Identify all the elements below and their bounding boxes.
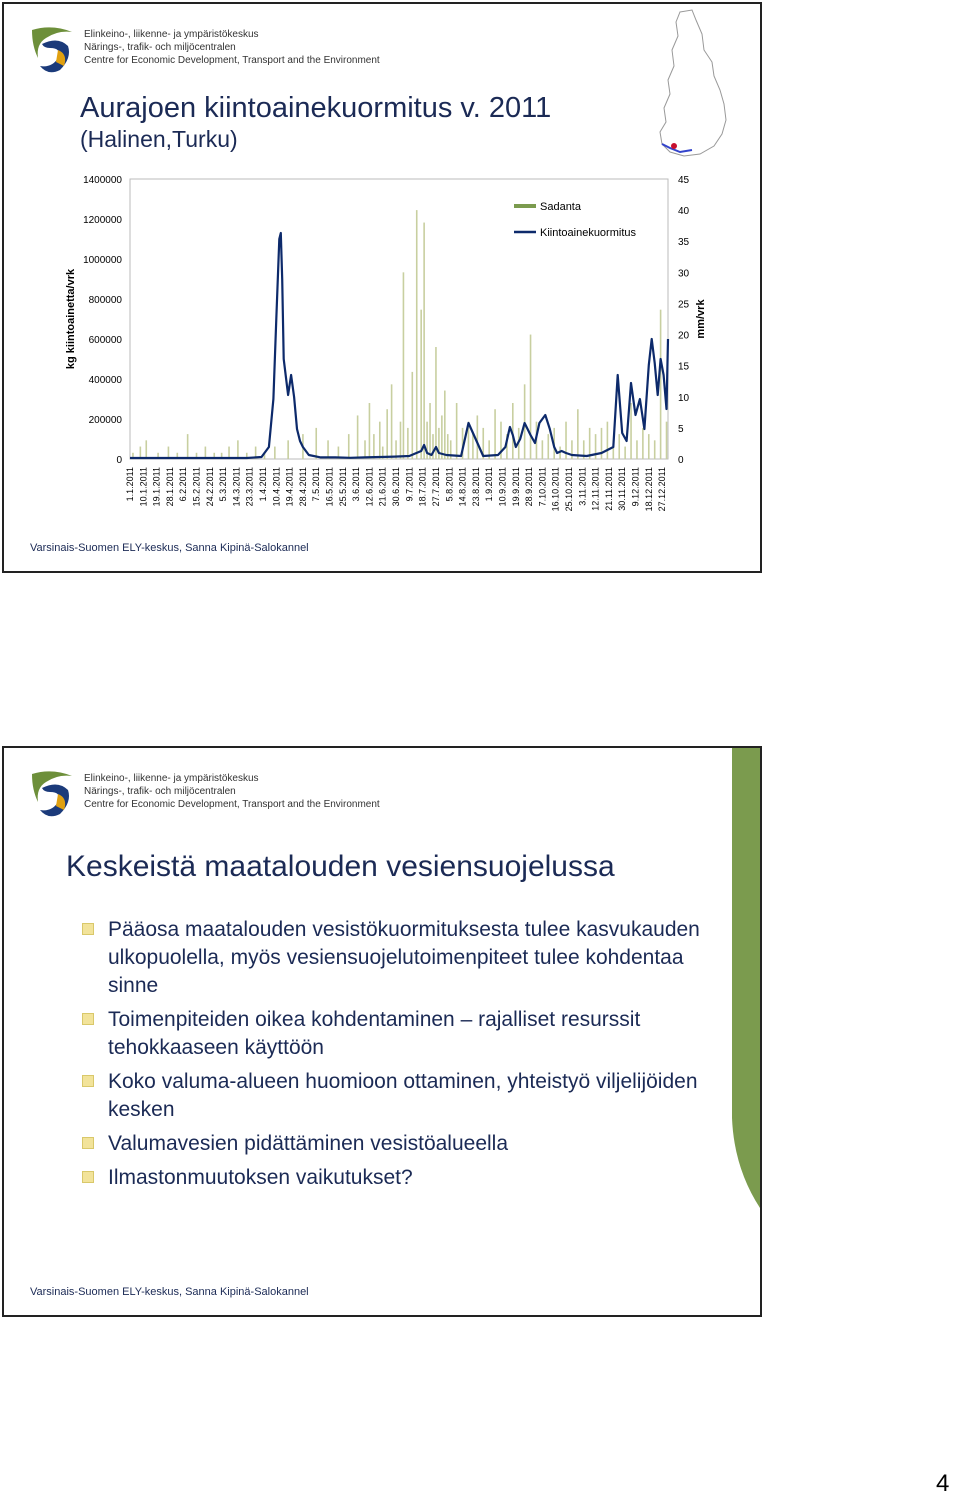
x-tick-label: 30.11.2011 (617, 467, 628, 511)
slide-subtitle: (Halinen,Turku) (80, 126, 238, 152)
x-tick-label: 15.2.2011 (191, 467, 202, 507)
org-line-1: Elinkeino-, liikenne- ja ympäristökeskus (84, 773, 259, 784)
precipitation-bar (373, 434, 375, 459)
precipitation-bar (636, 440, 638, 459)
precipitation-bar (444, 391, 446, 459)
x-tick-label: 18.7.2011 (417, 467, 428, 507)
slide-title: Keskeistä maatalouden vesiensuojelussa (66, 850, 615, 883)
precipitation-bar (630, 403, 632, 459)
x-tick-label: 19.4.2011 (284, 467, 295, 507)
slide-footer: Varsinais-Suomen ELY-keskus, Sanna Kipinä-Salokannel (30, 542, 309, 554)
precipitation-bar (391, 384, 393, 459)
y2-tick-label: 10 (678, 392, 690, 404)
y2-tick-label: 45 (678, 175, 690, 186)
x-tick-label: 6.2.2011 (178, 467, 189, 502)
precipitation-bar (472, 434, 474, 459)
y2-tick-label: 30 (678, 268, 690, 280)
x-tick-label: 16.5.2011 (324, 467, 335, 507)
x-tick-label: 18.12.2011 (643, 467, 654, 512)
precipitation-bar (648, 434, 650, 459)
y-tick-label: 1400000 (83, 175, 122, 186)
x-tick-label: 25.10.2011 (563, 467, 574, 512)
precipitation-bar (624, 447, 626, 459)
slide-1 (2, 2, 762, 573)
x-tick-label: 5.3.2011 (218, 467, 229, 502)
precipitation-bar (666, 422, 668, 459)
precipitation-bar (237, 440, 239, 459)
bullet-item (82, 916, 722, 1000)
precipitation-bar (403, 272, 405, 459)
x-tick-label: 7.10.2011 (537, 467, 548, 507)
sediment-load-chart (4, 4, 760, 571)
precipitation-bar (441, 415, 443, 459)
x-tick-label: 14.3.2011 (231, 467, 242, 507)
precipitation-bar (407, 428, 409, 459)
x-tick-label: 9.12.2011 (630, 467, 641, 507)
precipitation-bar (327, 440, 329, 459)
precipitation-bar (547, 434, 549, 459)
precipitation-bar (607, 422, 609, 459)
bullet-square-icon (82, 1137, 94, 1149)
y-tick-label: 0 (116, 455, 122, 466)
precipitation-bar (357, 415, 359, 459)
precipitation-bar (348, 434, 350, 459)
x-tick-label: 1.1.2011 (125, 467, 135, 502)
bullet-square-icon (82, 1171, 94, 1183)
precipitation-bar (379, 422, 381, 459)
y2-tick-label: 5 (678, 423, 684, 435)
organization-name (84, 772, 380, 811)
precipitation-bar (494, 409, 496, 459)
x-tick-label: 16.10.2011 (550, 467, 561, 512)
x-tick-label: 7.5.2011 (311, 467, 322, 502)
x-tick-label: 28.1.2011 (164, 467, 175, 507)
x-tick-label: 3.11.2011 (577, 467, 588, 506)
y-axis-label: kg kiintoainetta/vrk (65, 268, 77, 370)
bullet-text: Pääosa maatalouden vesistökuormituksesta tulee kasvukauden ulkopuolella, myös vesiensuojelutoimenpiteet tulee kohdentaa sinne (108, 918, 700, 997)
x-tick-label: 23.8.2011 (470, 467, 481, 507)
bullet-text: Toimenpiteiden oikea kohdentaminen – rajalliset resurssit tehokkaaseen käyttöön (108, 1008, 641, 1059)
precipitation-bar (660, 310, 662, 459)
bullet-square-icon (82, 923, 94, 935)
org-line-3: Centre for Economic Development, Transport and the Environment (84, 55, 380, 66)
x-tick-label: 27.12.2011 (657, 467, 668, 512)
precipitation-bar (416, 210, 418, 459)
precipitation-bar (145, 440, 147, 459)
precipitation-bar (524, 384, 526, 459)
bullet-text: Valumavesien pidättäminen vesistöalueella (108, 1132, 509, 1155)
x-tick-label: 28.9.2011 (524, 467, 535, 507)
bullet-text: Koko valuma-alueen huomioon ottaminen, yhteistyö viljelijöiden kesken (108, 1070, 698, 1121)
x-tick-label: 28.4.2011 (297, 467, 308, 507)
x-tick-label: 10.1.2011 (138, 467, 149, 507)
ely-logo (28, 768, 380, 824)
precipitation-bar (187, 434, 189, 459)
x-tick-label: 9.7.2011 (404, 467, 415, 502)
precipitation-bar (456, 403, 458, 459)
bullet-square-icon (82, 1013, 94, 1025)
precipitation-bar (642, 428, 644, 459)
y-tick-label: 800000 (88, 295, 122, 306)
y2-tick-label: 0 (678, 455, 684, 466)
x-tick-label: 21.6.2011 (377, 467, 388, 507)
x-tick-label: 21.11.2011 (603, 467, 614, 511)
precipitation-bar (654, 440, 656, 459)
bullet-item (82, 1006, 722, 1062)
y-tick-label: 1000000 (83, 255, 122, 266)
page-number: 4 (936, 1470, 950, 1497)
x-tick-label: 19.9.2011 (510, 467, 521, 507)
x-tick-label: 24.2.2011 (204, 467, 215, 507)
slide-2 (2, 746, 762, 1317)
x-tick-label: 3.6.2011 (351, 467, 362, 502)
precipitation-bar (400, 422, 402, 459)
precipitation-bar (435, 347, 437, 459)
bullet-item (82, 1164, 722, 1192)
y-tick-label: 600000 (88, 335, 122, 346)
precipitation-bar (420, 310, 422, 459)
x-tick-label: 23.3.2011 (244, 467, 255, 507)
y2-axis-label: mm/vrk (695, 299, 707, 339)
org-line-2: Närings-, trafik- och miljöcentralen (84, 42, 236, 53)
y-tick-label: 1200000 (83, 215, 122, 226)
precipitation-bar (530, 335, 532, 459)
sediment-load-line (130, 233, 668, 458)
slide-title: Aurajoen kiintoainekuormitus v. 2011 (80, 92, 552, 124)
x-tick-label: 10.9.2011 (497, 467, 508, 507)
precipitation-bar (477, 415, 479, 459)
precipitation-bar (601, 428, 603, 459)
x-tick-label: 27.7.2011 (430, 467, 441, 507)
org-line-2: Närings-, trafik- och miljöcentralen (84, 786, 236, 797)
bullet-square-icon (82, 1075, 94, 1087)
x-tick-label: 25.5.2011 (337, 467, 348, 507)
bullet-item (82, 1068, 722, 1124)
org-line-3: Centre for Economic Development, Transport and the Environment (84, 799, 380, 810)
precipitation-bar (618, 434, 620, 459)
x-tick-label: 19.1.2011 (151, 467, 162, 507)
bullet-item (82, 1130, 722, 1158)
y-tick-label: 200000 (88, 415, 122, 426)
x-tick-label: 1.9.2011 (484, 467, 495, 502)
bullet-list (82, 916, 722, 1198)
y-tick-label: 400000 (88, 375, 122, 386)
precipitation-bar (423, 223, 425, 459)
precipitation-bar (571, 440, 573, 459)
x-tick-label: 12.11.2011 (590, 467, 601, 511)
y2-tick-label: 25 (678, 299, 690, 311)
slide-footer: Varsinais-Suomen ELY-keskus, Sanna Kipinä-Salokannel (30, 1286, 309, 1298)
y2-tick-label: 35 (678, 237, 690, 249)
precipitation-bar (429, 403, 431, 459)
y2-tick-label: 15 (678, 361, 690, 373)
x-tick-label: 5.8.2011 (444, 467, 455, 502)
x-tick-label: 10.4.2011 (271, 467, 282, 507)
ely-logo-icon (28, 768, 78, 820)
precipitation-bar (315, 428, 317, 459)
precipitation-bar (438, 428, 440, 459)
org-line-1: Elinkeino-, liikenne- ja ympäristökeskus (84, 29, 259, 40)
precipitation-bar (274, 447, 276, 459)
decorative-green-shape (720, 748, 760, 1315)
bullet-text: Ilmastonmuutoksen vaikutukset? (108, 1166, 413, 1189)
precipitation-bar (542, 440, 544, 459)
x-tick-label: 30.6.2011 (391, 467, 402, 507)
precipitation-bar (369, 403, 371, 459)
plot-area (130, 179, 668, 459)
x-tick-label: 1.4.2011 (258, 467, 269, 502)
legend-label-kiintoainekuormitus: Kiintoainekuormitus (540, 227, 636, 239)
precipitation-bar (412, 372, 414, 459)
y2-tick-label: 20 (678, 330, 690, 342)
precipitation-bar (287, 440, 289, 459)
legend-label-sadanta: Sadanta (540, 201, 581, 213)
x-tick-label: 14.8.2011 (457, 467, 468, 507)
precipitation-bar (386, 409, 388, 459)
precipitation-bar (577, 409, 579, 459)
precipitation-bar (364, 440, 366, 459)
y2-tick-label: 40 (678, 206, 690, 218)
x-tick-label: 12.6.2011 (364, 467, 375, 507)
